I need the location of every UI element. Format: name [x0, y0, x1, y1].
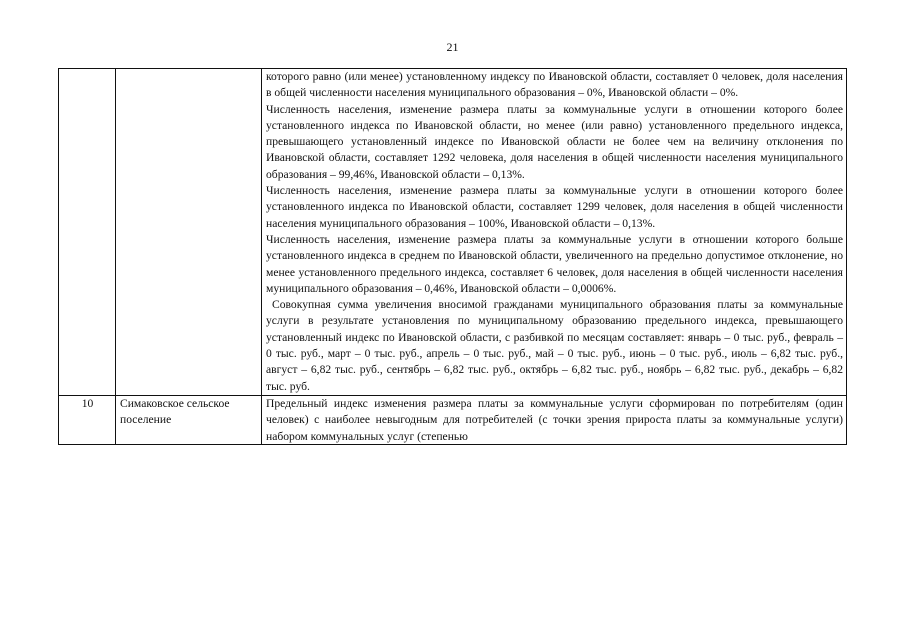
paragraph-index-formation: Предельный индекс изменения размера платы за коммунальные услуги сформирован по потребителям (один человек) с наиболее невыгодным для потребителей (с точки зрения прироста платы за коммунальные услуги) набором коммунальных услуг (степенью: [266, 396, 843, 443]
municipality-name-cell: [116, 69, 262, 396]
table-row: [59, 395, 847, 444]
truncated-text-wrap: [266, 396, 843, 444]
description-cell: [262, 395, 847, 444]
paragraph-population-between: Численность населения, изменение размера платы за коммунальные услуги в отношении которого более установленного индекса по Ивановской области, но менее (или равно) установленного предельного индекса, превышающего установленный индексе по Ивановской области не более чем на величину отклонения по Ивановской области, составляет 1292 человека, доля населения в общей численности населения муниципального образования – 99,46%, Ивановской области – 0,13%.: [266, 102, 843, 181]
row-number-cell: 10: [59, 395, 116, 444]
paragraph-population-above: Численность населения, изменение размера платы за коммунальные услуги в отношении которого более установленного индекса по Ивановской области, составляет 1299 человек, доля населения в общей численности населения муниципального образования – 100%, Ивановской области – 0,13%.: [266, 184, 843, 230]
paragraph-population-equal: которого равно (или менее) установленному индексу по Ивановской области, составляет 0 человек, доля населения в общей численности населения муниципального образования – 0%, Ивановской области – 0%.: [266, 70, 843, 100]
table-row: [59, 69, 847, 396]
paragraph-total-increase: Совокупная сумма увеличения вносимой гражданами муниципального образования платы за коммунальные услуги в результате установления по муниципальному образованию предельного индекса, превышающего установленный индекс по Ивановской области, с разбивкой по месяцам составляет: январь – 0 тыс. руб., февраль – 0 тыс. руб., март – 0 тыс. руб., апрель – 0 тыс. руб., май – 0 тыс. руб., июнь – 0 тыс. руб., июль – 6,82 тыс. руб., август – 6,82 тыс. руб., сентябрь – 6,82 тыс. руб., октябрь – 6,82 тыс. руб., ноябрь – 6,82 тыс. руб., декабрь – 6,82 тыс. руб.: [266, 298, 843, 393]
description-cell: [262, 69, 847, 396]
row-number-cell: [59, 69, 116, 396]
paragraph-population-max-deviation: Численность населения, изменение размера платы за коммунальные услуги в отношении которого больше установленного индекса в среднем по Ивановской области, увеличенного на предельно допустимое отклонение, но менее установленного предельного индекса, составляет 6 человек, доля населения в общей численности населения муниципального образования – 0,46%, Ивановской области – 0,0006%.: [266, 232, 843, 295]
municipality-name-cell: Симаковское сельское поселение: [116, 395, 262, 444]
municipality-table: [58, 68, 847, 445]
page-number: 21: [446, 40, 459, 54]
